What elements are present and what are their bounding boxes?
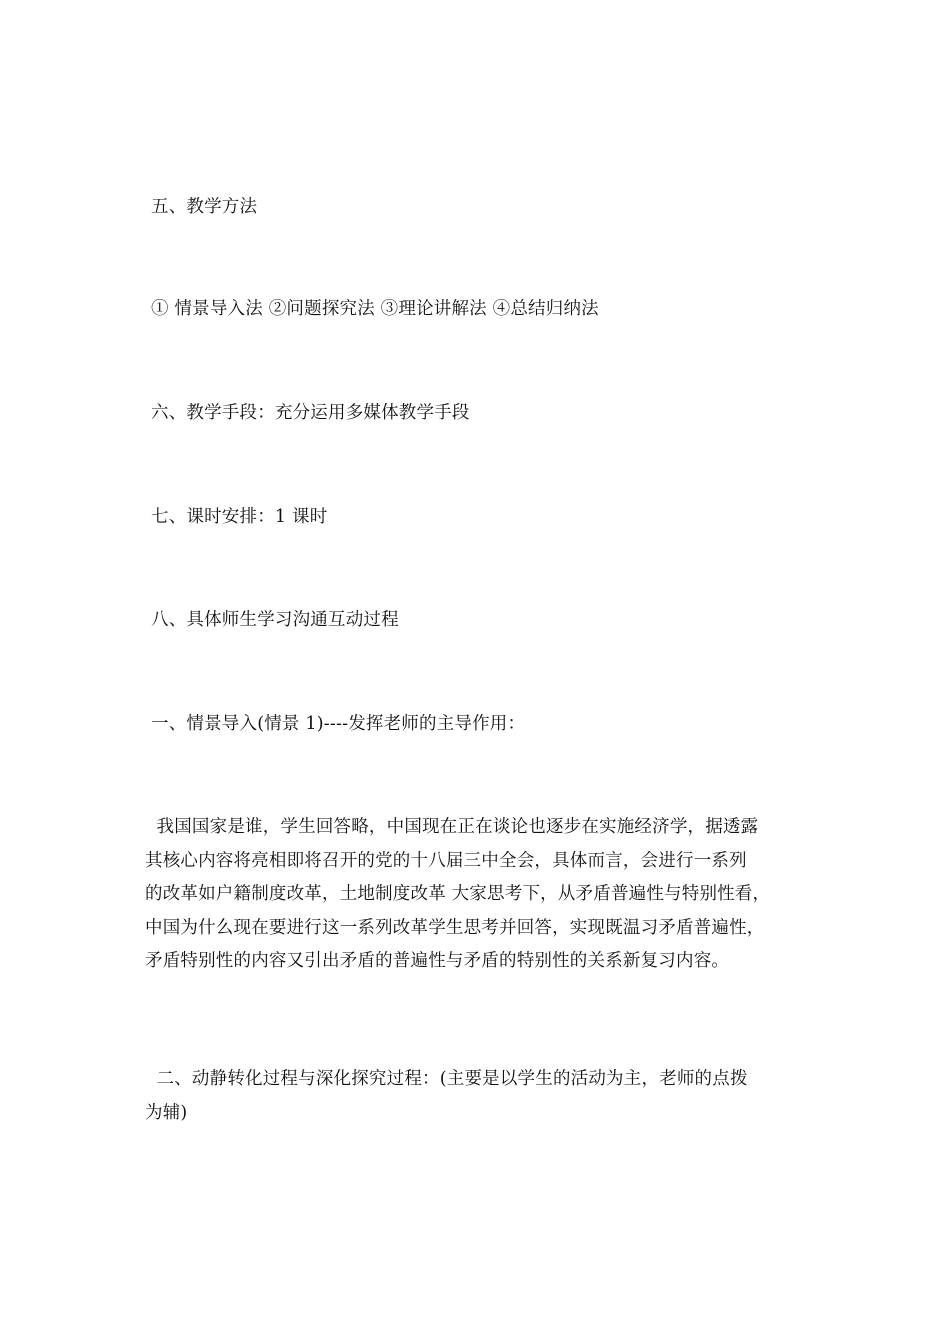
schedule-line: 七、课时安排：1 课时 [151, 507, 328, 527]
paragraph-line: 二、动静转化过程与深化探究过程：(主要是以学生的活动为主，老师的点拨 [145, 1069, 748, 1089]
step2-paragraph [145, 1063, 825, 1130]
paragraph-line: 我国国家是谁，学生回答略，中国现在正在谈论也逐步在实施经济学，据透露 [145, 817, 759, 837]
step1-paragraph [145, 811, 825, 979]
paragraph-line: 其核心内容将亮相即将召开的党的十八届三中全会，具体而言，会进行一系列 [145, 850, 747, 871]
methods-heading: 五、教学方法 [151, 197, 258, 217]
paragraph-line: 中国为什么现在要进行这一系列改革学生思考并回答，实现既温习矛盾普遍性， [145, 917, 765, 938]
methods-list: ① 情景导入法 ②问题探究法 ③理论讲解法 ④总结归纳法 [151, 299, 599, 319]
process-heading: 八、具体师生学习沟通互动过程 [151, 610, 399, 630]
paragraph-line: 的改革如户籍制度改革，土地制度改革 大家思考下，从矛盾普遍性与特别性看， [145, 884, 771, 904]
means-line: 六、教学手段：充分运用多媒体教学手段 [151, 403, 470, 423]
paragraph-line: 为辅) [145, 1102, 188, 1123]
step1-heading: 一、情景导入(情景 1)----发挥老师的主导作用： [151, 714, 526, 734]
paragraph-line: 矛盾特别性的内容又引出矛盾的普遍性与矛盾的特别性的关系新复习内容。 [145, 951, 730, 971]
